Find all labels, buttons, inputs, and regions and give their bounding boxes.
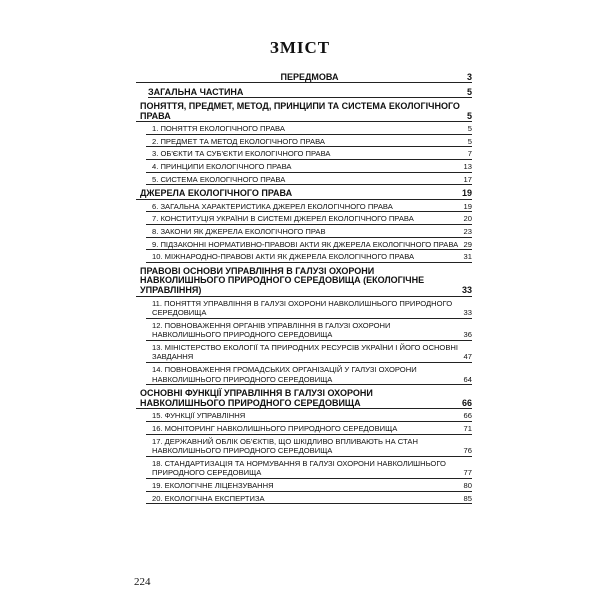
toc-item [146, 212, 472, 225]
toc-entry-page: 66 [461, 397, 472, 408]
toc-entry-text: 12. ПОВНОВАЖЕННЯ ОРГАНІВ УПРАВЛІННЯ В ГАЛУЗІ ОХОРОНИ НАВКОЛИШНЬОГО ПРИРОДНОГО СЕРЕДОВИЩА [152, 320, 391, 340]
toc-item [146, 457, 472, 479]
toc-entry-text: 8. ЗАКОНИ ЯК ДЖЕРЕЛА ЕКОЛОГІЧНОГО ПРАВ [152, 226, 326, 236]
toc-entry-page: 20 [463, 214, 472, 224]
toc-entry-text: 19. ЕКОЛОГІЧНЕ ЛІЦЕНЗУВАННЯ [152, 481, 274, 490]
toc-section [136, 388, 472, 409]
toc-entry-general-part [136, 83, 472, 98]
toc-item [146, 135, 472, 148]
toc-entry-page: 71 [463, 424, 472, 434]
toc-entry-text: ПЕРЕДМОВА [280, 72, 339, 82]
toc-entry-text: 11. ПОНЯТТЯ УПРАВЛІННЯ В ГАЛУЗІ ОХОРОНИ НАВКОЛИШНЬОГО ПРИРОДНОГО СЕРЕДОВИЩА [152, 298, 453, 318]
toc-entry-page: 5 [467, 136, 472, 146]
toc-entry-page: 3 [466, 72, 472, 82]
toc-entry-text: 10. МІЖНАРОДНО-ПРАВОВІ АКТИ ЯК ДЖЕРЕЛА ЕКОЛОГІЧНОГО ПРАВА [152, 252, 415, 262]
toc-entry-text: 18. СТАНДАРТИЗАЦІЯ ТА НОРМУВАННЯ В ГАЛУЗІ ОХОРОНИ НАВКОЛИШНЬОГО ПРИРОДНОГО СЕРЕДОВИЩА [152, 458, 446, 478]
toc-item [146, 160, 472, 173]
page-title: ЗМІСТ [269, 38, 331, 57]
toc-item [146, 297, 472, 319]
toc-entry-page: 29 [463, 239, 472, 249]
table-of-contents [136, 68, 472, 504]
toc-entry-page: 17 [463, 174, 472, 184]
toc-entry-text: ДЖЕРЕЛА ЕКОЛОГІЧНОГО ПРАВА [140, 188, 293, 199]
toc-entry-text: ПОНЯТТЯ, ПРЕДМЕТ, МЕТОД, ПРИНЦИПИ ТА СИСТЕМА ЕКОЛОГІЧНОГО ПРАВА [140, 101, 460, 121]
toc-entry-text: 20. ЕКОЛОГІЧНА ЕКСПЕРТИЗА [152, 493, 265, 503]
toc-item [146, 341, 472, 363]
toc-entry-page: 33 [461, 284, 472, 295]
toc-item [146, 363, 472, 385]
toc-item [146, 225, 472, 238]
toc-entry-page: 7 [467, 149, 472, 159]
toc-item [146, 238, 472, 251]
toc-entry-page: 80 [463, 481, 472, 490]
toc-item [146, 147, 472, 160]
toc-entry-page: 5 [466, 110, 472, 121]
toc-entry-text: 14. ПОВНОВАЖЕННЯ ГРОМАДСЬКИХ ОРГАНІЗАЦІЙ У ГАЛУЗІ ОХОРОНИ НАВКОЛИШНЬОГО ПРИРОДНОГО СЕРЕДОВИЩА [152, 365, 417, 384]
toc-item [146, 492, 472, 505]
toc-entry-page: 19 [463, 201, 472, 211]
toc-entry-text: 9. ПІДЗАКОННІ НОРМАТИВНО-ПРАВОВІ АКТИ ЯК ДЖЕРЕЛА ЕКОЛОГІЧНОГО ПРАВА [152, 239, 459, 249]
toc-item [146, 250, 472, 263]
toc-entry-page: 23 [463, 226, 472, 236]
toc-entry-page: 5 [466, 87, 472, 97]
toc-entry-text: ОСНОВНІ ФУНКЦІЇ УПРАВЛІННЯ В ГАЛУЗІ ОХОРОНИ НАВКОЛИШНЬОГО ПРИРОДНОГО СЕРЕДОВИЩА [140, 388, 373, 408]
toc-entry-text: 3. ОБ'ЄКТИ ТА СУБ'ЄКТИ ЕКОЛОГІЧНОГО ПРАВА [152, 149, 331, 159]
toc-entry-page: 19 [461, 188, 472, 199]
toc-item [146, 409, 472, 422]
toc-entry-text: 5. СИСТЕМА ЕКОЛОГІЧНОГО ПРАВА [152, 174, 286, 184]
toc-item [146, 319, 472, 341]
toc-entry-text: 16. МОНІТОРИНГ НАВКОЛИШНЬОГО ПРИРОДНОГО СЕРЕДОВИЩА [152, 424, 398, 434]
toc-entry-text: ЗАГАЛЬНА ЧАСТИНА [148, 87, 244, 97]
toc-entry-text: 6. ЗАГАЛЬНА ХАРАКТЕРИСТИКА ДЖЕРЕЛ ЕКОЛОГІЧНОГО ПРАВА [152, 201, 393, 211]
toc-entry-page: 66 [463, 411, 472, 421]
toc-entry-text: 7. КОНСТИТУЦІЯ УКРАЇНИ В СИСТЕМІ ДЖЕРЕЛ ЕКОЛОГІЧНОГО ПРАВА [152, 214, 414, 224]
toc-item [146, 173, 472, 186]
toc-entry-text: 1. ПОНЯТТЯ ЕКОЛОГІЧНОГО ПРАВА [152, 124, 285, 134]
toc-entry-text: 15. ФУНКЦІЇ УПРАВЛІННЯ [152, 411, 246, 421]
toc-entry-page: 13 [463, 161, 472, 171]
toc-entry-text: 17. ДЕРЖАВНИЙ ОБЛІК ОБ'ЄКТІВ, ЩО ШКІДЛИВО ВПЛИВАЮТЬ НА СТАН НАВКОЛИШНЬОГО ПРИРОДНОГО СЕРЕДОВИЩА [152, 436, 418, 456]
toc-entry-page: 47 [463, 352, 472, 362]
toc-entry-text: 4. ПРИНЦИПИ ЕКОЛОГІЧНОГО ПРАВА [152, 161, 292, 171]
toc-item [146, 200, 472, 213]
toc-entry-page: 36 [463, 330, 472, 340]
toc-entry-page: 76 [463, 446, 472, 456]
toc-item [146, 122, 472, 135]
toc-item [146, 435, 472, 457]
toc-entry-page: 5 [467, 124, 472, 134]
toc-section [136, 101, 472, 122]
toc-entry-text: ПРАВОВІ ОСНОВИ УПРАВЛІННЯ В ГАЛУЗІ ОХОРОНИ НАВКОЛИШНЬОГО ПРИРОДНОГО СЕРЕДОВИЩА (ЕКОЛОГІЧНЕ УПРАВЛІННЯ) [140, 265, 425, 295]
toc-entry-page: 64 [463, 374, 472, 384]
toc-entry-preface [136, 68, 472, 83]
toc-entry-page: 85 [463, 493, 472, 503]
toc-entry-text: 13. МІНІСТЕРСТВО ЕКОЛОГІЇ ТА ПРИРОДНИХ РЕСУРСІВ УКРАЇНИ І ЙОГО ОСНОВНІ ЗАВДАННЯ [152, 342, 458, 362]
toc-entry-page: 33 [463, 308, 472, 318]
page-number: 224 [134, 576, 151, 588]
toc-section [136, 266, 472, 297]
toc-item [146, 422, 472, 435]
toc-entry-text: 2. ПРЕДМЕТ ТА МЕТОД ЕКОЛОГІЧНОГО ПРАВА [152, 136, 326, 146]
toc-section [136, 188, 472, 200]
toc-entry-page: 77 [463, 468, 472, 478]
toc-item [146, 479, 472, 492]
toc-entry-page: 31 [463, 252, 472, 262]
